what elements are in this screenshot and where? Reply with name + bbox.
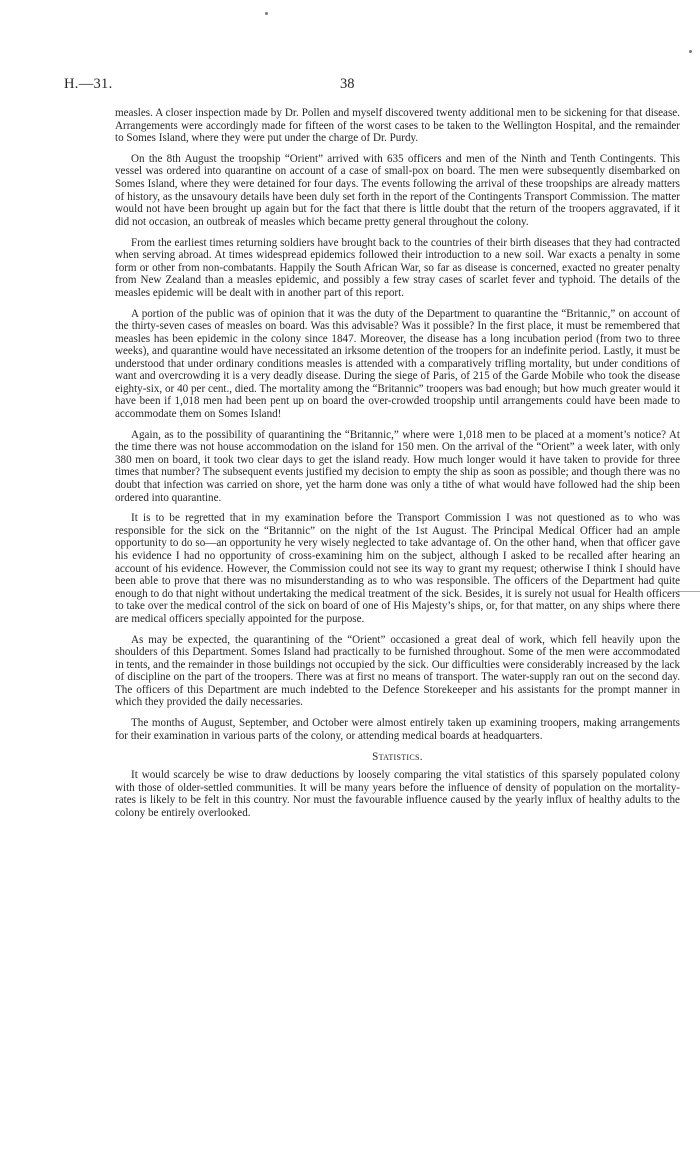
page-number: 38: [340, 76, 355, 92]
paragraph: The months of August, September, and October were almost entirely taken up examining troopers, making arrangements for their examination in various parts of the colony, or attending medical boards at headquarters.: [115, 717, 680, 742]
paragraph: measles. A closer inspection made by Dr. Pollen and myself discovered twenty additional men to be sickening for that disease. Arrangements were accordingly made for fifteen of the worst cases to be taken to the Wellington Hospital, and the remainder to Somes Island, where they were put under the charge of Dr. Purdy.: [115, 107, 680, 145]
paragraph: As may be expected, the quarantining of the “Orient” occasioned a great deal of work, which fell heavily upon the shoulders of this Department. Somes Island had practically to be furnished throughout. Some of the men were accommodated in tents, and the remainder in those buildings not occupied by the sick. Our difficulties were considerably increased by the lack of discipline on the part of the troopers. There was at first no means of transport. The water-supply ran out on the second day. The officers of this Department are much indebted to the Defence Storekeeper and his assistants for the prompt manner in which they provided the daily necessaries.: [115, 633, 680, 709]
scan-mark: [678, 591, 700, 592]
scan-mark: [265, 12, 268, 15]
document-reference: H.—31.: [64, 76, 113, 92]
paragraph: It is to be regretted that in my examination before the Transport Commission I was not questioned as to who was responsible for the sick on the “Britannic” on the night of the 1st August. The Principal Medical Officer had an ample opportunity to do so—an opportunity he very wisely neglected to take advantage of. On the other hand, when that officer gave his evidence I had no opportunity of cross-examining him on the subject, although I asked to be recalled after hearing an account of his evidence. However, the Commission could not see its way to grant my request; otherwise I think I should have been able to prove that there was no misunderstanding as to who was responsible. The officers of the Department had quite enough to do that night without undertaking the medical treatment of the sick. Besides, it is surely not usual for Health officers to take over the medical control of the sick on board of one of His Majesty’s ships, or, for that matter, on any ships where there are medical officers specially appointed for the purpose.: [115, 512, 680, 625]
paragraph: It would scarcely be wise to draw deductions by loosely comparing the vital statistics of this sparsely populated colony with those of older-settled communities. It will be many years before the influence of density of population on the mortality-rates is likely to be felt in this country. Nor must the favourable influence caused by the yearly influx of healthy adults to the colony be entirely overlooked.: [115, 769, 680, 819]
paragraph: On the 8th August the troopship “Orient” arrived with 635 officers and men of the Ninth and Tenth Contingents. This vessel was ordered into quarantine on account of a case of small-pox on board. The men were subsequently disembarked on Somes Island, where they were detained for four days. The events following the arrival of these troopships are already matters of history, as the unsavoury details have been duly set forth in the report of the Contingents Transport Commission. The matter would not have been brought up again but for the fact that there is little doubt that the return of the troopers aggravated, if it did not occasion, an outbreak of measles which became pretty general throughout the colony.: [115, 152, 680, 228]
scan-mark: [689, 50, 692, 53]
page-header: [64, 76, 684, 96]
paragraph: A portion of the public was of opinion that it was the duty of the Department to quarantine the “Britannic,” on account of the thirty-seven cases of measles on board. Was this advisable? Was it possible? In the first place, it must be remembered that measles has been epidemic in the colony since 1847. Moreover, the disease has a long incubation period (from two to three weeks), and quarantine would have necessitated an irksome detention of the troopers for an indefinite period. Lastly, it must be understood that under ordinary conditions measles is attended with a comparatively trifling mortality, but under conditions of want and overcrowding it is a very deadly disease. During the siege of Paris, of 215 of the Garde Mobile who took the disease eighty-six, or 40 per cent., died. The mortality among the “Britannic” troopers was bad enough; but how much greater would it have been if 1,018 men had been pent up on board the over-crowded troopship until arrangements could have been made to accommodate them on Somes Island!: [115, 307, 680, 420]
body-text: [115, 107, 680, 828]
section-heading: Statistics.: [372, 750, 423, 763]
paragraph: Again, as to the possibility of quarantining the “Britannic,” where were 1,018 men to be placed at a moment’s notice? At the time there was not house accommodation on the island for 150 men. On the arrival of the “Orient” a week later, with only 380 men on board, it took two clear days to get the island ready. How much longer would it have taken to provide for three times that number? The subsequent events justified my decision to empty the ship as soon as possible; and though there was no doubt that infection was carried on shore, yet the harm done was only a tithe of what would have followed had the ship been ordered into quarantine.: [115, 428, 680, 504]
paragraph: From the earliest times returning soldiers have brought back to the countries of their birth diseases that they had contracted when serving abroad. At times widespread epidemics followed their introduction to a new soil. War exacts a penalty in some form or other from non-combatants. Happily the South African War, so far as disease is concerned, exacted no greater penalty from New Zealand than a measles epidemic, and possibly a few stray cases of scarlet fever and typhoid. The details of the measles epidemic will be dealt with in another part of this report.: [115, 236, 680, 299]
